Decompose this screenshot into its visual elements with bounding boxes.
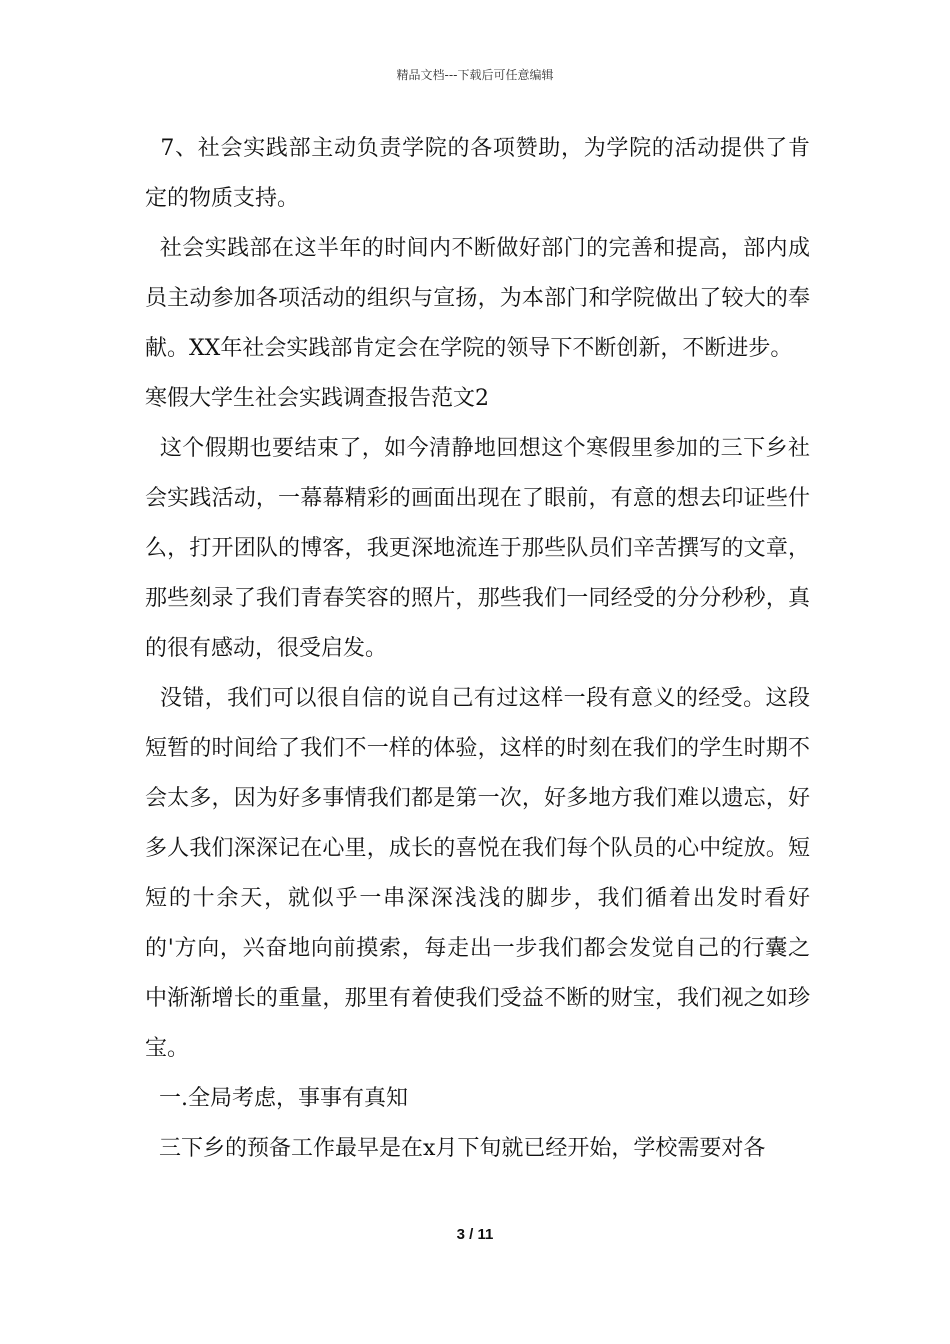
subsection-title: 一.全局考虑，事事有真知 [145, 1086, 408, 1111]
paragraph: 三下乡的预备工作最早是在x月下旬就已经开始，学校需要对各 [145, 1136, 766, 1161]
page-number: 3 / 11 [456, 1226, 494, 1243]
page-header: 精品文档---下载后可任意编辑 [396, 68, 554, 82]
section-title: 寒假大学生社会实践调查报告范文2 [145, 386, 489, 411]
paragraph: 社会实践部在这半年的时间内不断做好部门的完善和提高，部内成员主动参加各项活动的组织与宣扬，为本部门和学院做出了较大的奉献。XX年社会实践部肯定会在学院的领导下不断创新，不断进步。 [145, 236, 810, 361]
paragraph: 这个假期也要结束了，如今清静地回想这个寒假里参加的三下乡社会实践活动，一幕幕精彩的画面出现在了眼前，有意的想去印证些什么，打开团队的博客，我更深地流连于那些队员们辛苦撰写的文章，那些刻录了我们青春笑容的照片，那些我们一同经受的分分秒秒，真的很有感动，很受启发。 [145, 436, 810, 661]
paragraph: 7、社会实践部主动负责学院的各项赞助，为学院的活动提供了肯定的物质支持。 [145, 136, 810, 211]
document-body [145, 124, 810, 1174]
paragraph: 没错，我们可以很自信的说自己有过这样一段有意义的经受。这段短暂的时间给了我们不一样的体验，这样的时刻在我们的学生时期不会太多，因为好多事情我们都是第一次，好多地方我们难以遗忘，好多人我们深深记在心里，成长的喜悦在我们每个队员的心中绽放。短短的十余天，就似乎一串深深浅浅的脚步，我们循着出发时看好的'方向，兴奋地向前摸索，每走出一步我们都会发觉自己的行囊之中渐渐增长的重量，那里有着使我们受益不断的财宝，我们视之如珍宝。 [145, 686, 810, 1061]
